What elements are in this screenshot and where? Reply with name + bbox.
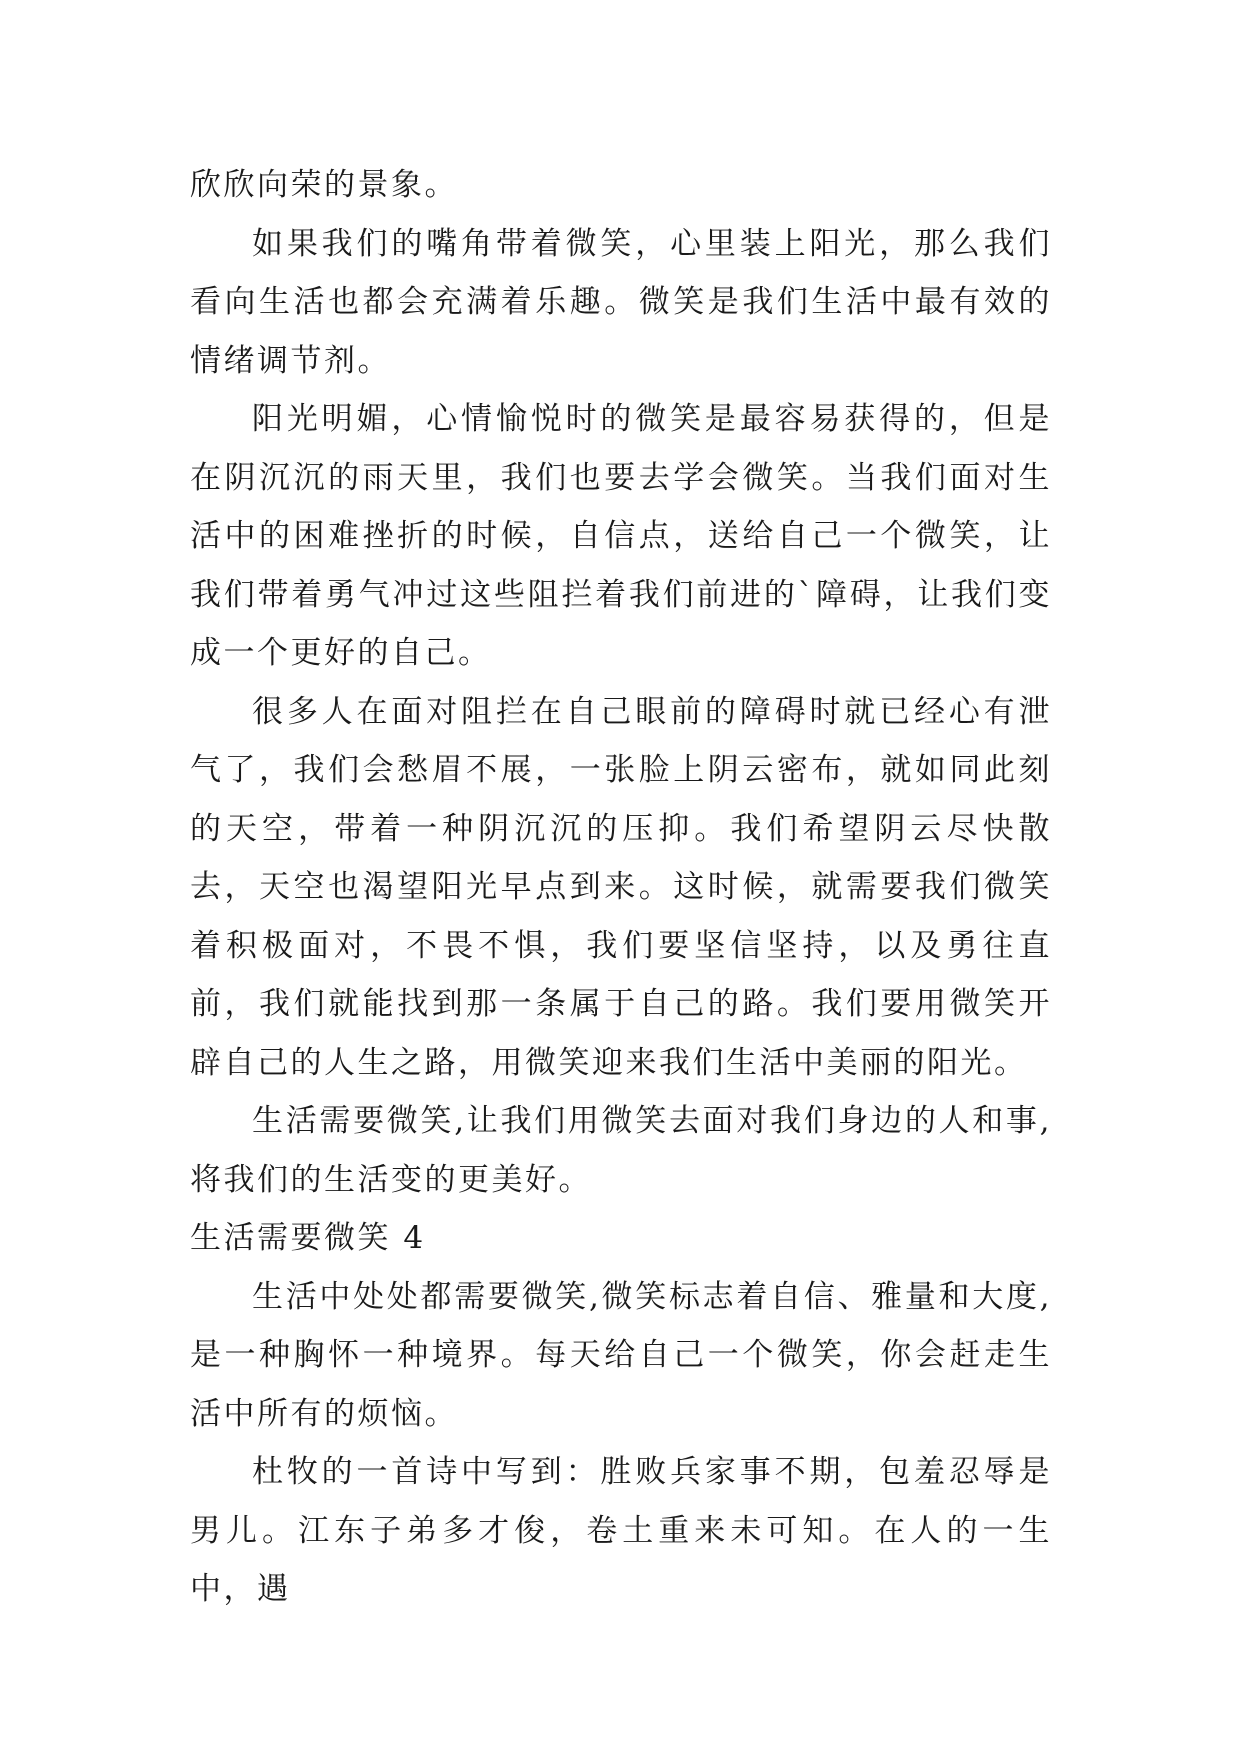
- paragraph-continuation: 欣欣向荣的景象。: [190, 167, 458, 203]
- paragraph-du-mu-poem: 杜牧的一首诗中写到：胜败兵家事不期，包羞忍辱是男儿。江东子弟多才俊，卷土重来未可知。在人的一生中，遇: [190, 1454, 1052, 1607]
- paragraph-obstacles: 很多人在面对阻拦在自己眼前的障碍时就已经心有泄气了，我们会愁眉不展，一张脸上阴云密布，就如同此刻的天空，带着一种阴沉沉的压抑。我们希望阴云尽快散去，天空也渴望阳光早点到来。这时候，就需要我们微笑着积极面对，不畏不惧，我们要坚信坚持，以及勇往直前，我们就能找到那一条属于自己的路。我们要用微笑开辟自己的人生之路，用微笑迎来我们生活中美丽的阳光。: [190, 693, 1052, 1081]
- section-heading: 生活需要微笑 4: [190, 1220, 426, 1256]
- paragraph-smile-sunshine: 如果我们的嘴角带着微笑，心里装上阳光，那么我们看向生活也都会充满着乐趣。微笑是我们生活中最有效的情绪调节剂。: [190, 225, 1052, 379]
- paragraph-life-needs-smile: 生活需要微笑,让我们用微笑去面对我们身边的人和事,将我们的生活变的更美好。: [190, 1103, 1052, 1198]
- document-body: [190, 156, 1052, 1619]
- paragraph-smile-everywhere: 生活中处处都需要微笑,微笑标志着自信、雅量和大度,是一种胸怀一种境界。每天给自己一个微笑，你会赶走生活中所有的烦恼。: [190, 1278, 1052, 1432]
- paragraph-rainy-day: 阳光明媚，心情愉悦时的微笑是最容易获得的，但是在阴沉沉的雨天里，我们也要去学会微笑。当我们面对生活中的困难挫折的时候，自信点，送给自己一个微笑，让我们带着勇气冲过这些阻拦着我们前进的`障碍，让我们变成一个更好的自己。: [190, 401, 1052, 671]
